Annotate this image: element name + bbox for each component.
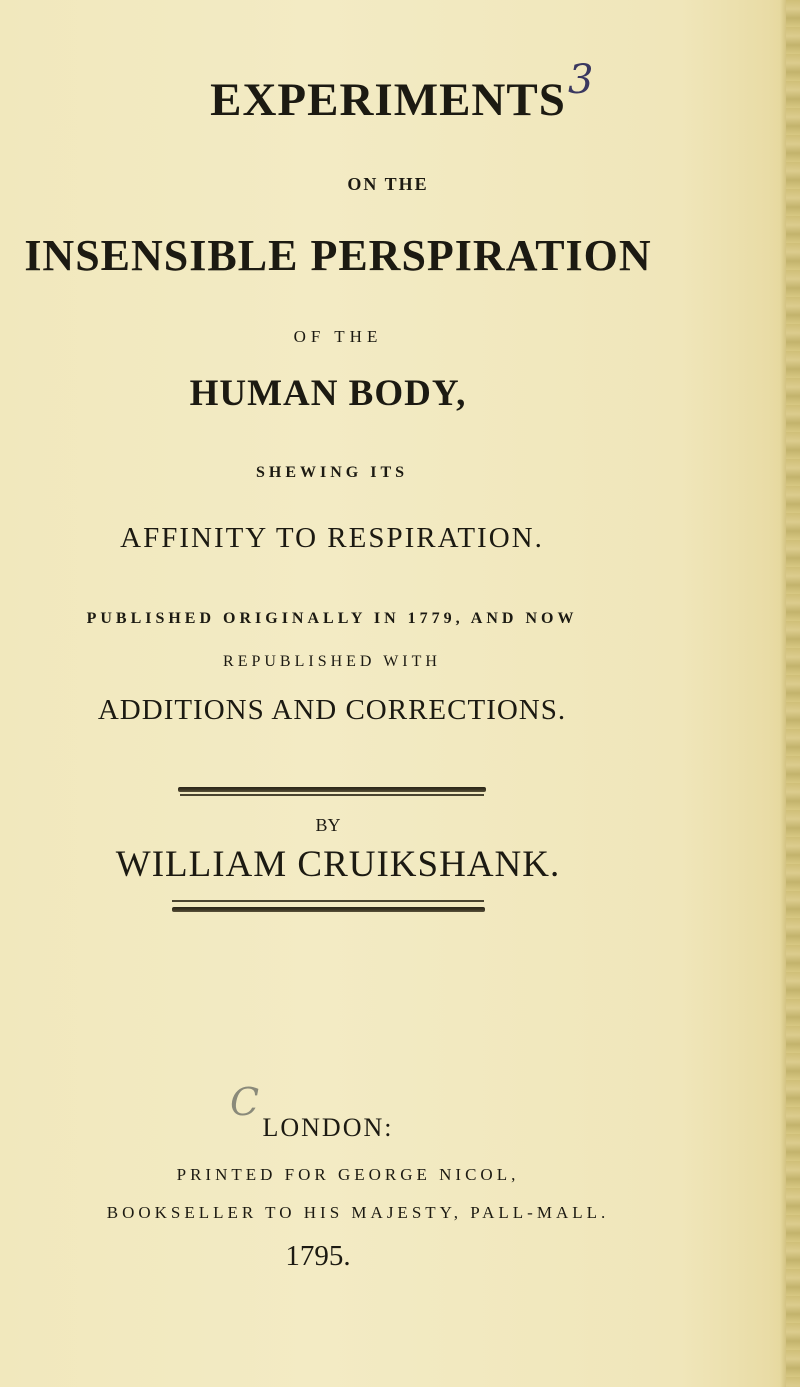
- divider-rule-upper: [178, 787, 486, 792]
- byline-by: BY: [315, 815, 341, 835]
- subtitle-shewing-its: SHEWING ITS: [255, 464, 409, 481]
- divider-rule-lower: [172, 907, 485, 912]
- edition-additions: ADDITIONS AND CORRECTIONS.: [97, 694, 567, 726]
- imprint-bookseller: BOOKSELLER TO HIS MAJESTY, PALL-MALL.: [106, 1203, 610, 1222]
- divider-rule-lower-thin: [172, 900, 484, 902]
- divider-rule-upper-thin: [180, 794, 484, 796]
- title-on-the: ON THE: [347, 174, 429, 194]
- edition-published: PUBLISHED ORIGINALLY IN 1779, AND NOW: [86, 610, 578, 627]
- title-insensible-perspiration: INSENSIBLE PERSPIRATION: [24, 231, 652, 280]
- author-name: WILLIAM CRUIKSHANK.: [115, 844, 561, 885]
- imprint-place: LONDON:: [262, 1113, 394, 1142]
- handwritten-mark: 3: [568, 57, 594, 103]
- imprint-mark: C: [230, 1080, 260, 1124]
- title-human-body: HUMAN BODY,: [189, 373, 467, 414]
- imprint-year: 1795.: [285, 1240, 351, 1272]
- page-edge: [786, 0, 800, 1387]
- title-experiments: EXPERIMENTS: [210, 74, 566, 126]
- imprint-printer: PRINTED FOR GEORGE NICOL,: [176, 1165, 520, 1184]
- edition-republished: REPUBLISHED WITH: [223, 653, 441, 670]
- title-of-the: OF THE: [293, 327, 383, 346]
- subtitle-affinity: AFFINITY TO RESPIRATION.: [120, 522, 544, 554]
